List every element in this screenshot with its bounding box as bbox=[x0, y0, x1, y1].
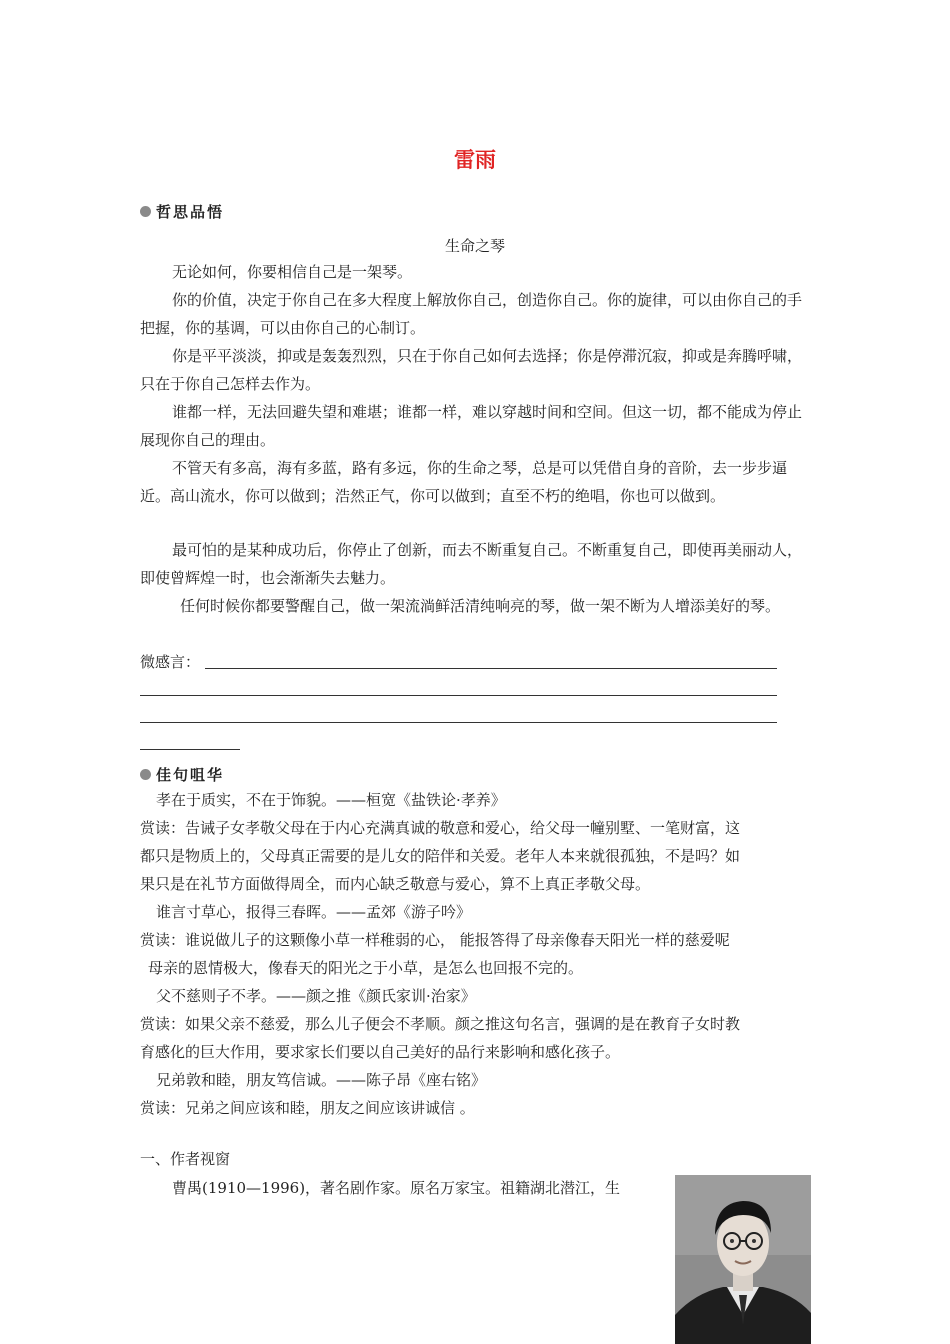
section-heading-quotes bbox=[140, 764, 224, 785]
quote: 谁言寸草心，报得三春晖。——孟郊《游子吟》 bbox=[156, 903, 472, 921]
essay-paragraph: 最可怕的是某种成功后，你停止了创新，而去不断重复自己。不断重复自己，即使再美丽动人，即使曾辉煌一时，也会渐渐失去魅力。 bbox=[140, 541, 803, 587]
commentary-line: 育感化的巨大作用，要求家长们要以自己美好的品行来影响和感化孩子。 bbox=[140, 1043, 621, 1061]
essay-paragraph: 你的价值，决定于你自己在多大程度上解放你自己，创造你自己。你的旋律，可以由你自己的手把握，你的基调，可以由你自己的心制订。 bbox=[140, 291, 803, 337]
essay-paragraph: 你是平平淡淡，抑或是轰轰烈烈，只在于你自己如何去选择；你是停滞沉寂，抑或是奔腾呼啸，只在于你自己怎样去作为。 bbox=[140, 347, 803, 393]
commentary-line: 赏读：兄弟之间应该和睦，朋友之间应该讲诚信 。 bbox=[140, 1099, 475, 1117]
quote: 兄弟敦和睦，朋友笃信诚。——陈子昂《座右铭》 bbox=[156, 1071, 487, 1089]
section-heading-text: 佳句咀华 bbox=[156, 766, 225, 784]
reflection-line bbox=[140, 695, 777, 696]
reflection-line bbox=[140, 722, 777, 723]
reflection-line bbox=[205, 668, 777, 669]
essay-paragraph: 无论如何，你要相信自己是一架琴。 bbox=[172, 263, 413, 281]
section-heading-reflection bbox=[140, 201, 224, 222]
reflection-label: 微感言： bbox=[140, 653, 201, 671]
author-portrait-photo bbox=[675, 1175, 811, 1344]
commentary-line: 果只是在礼节方面做得周全，而内心缺乏敬意与爱心，算不上真正孝敬父母。 bbox=[140, 875, 651, 893]
commentary-line: 赏读：如果父亲不慈爱，那么儿子便会不孝顺。颜之推这句名言，强调的是在教育子女时教 bbox=[140, 1015, 741, 1033]
essay-paragraph: 不管天有多高，海有多蓝，路有多远，你的生命之琴，总是可以凭借自身的音阶，去一步步逼近。高山流水，你可以做到；浩然正气，你可以做到；直至不朽的绝唱，你也可以做到。 bbox=[140, 459, 788, 505]
essay-paragraph: 谁都一样，无法回避失望和难堪；谁都一样，难以穿越时间和空间。但这一切，都不能成为停止展现你自己的理由。 bbox=[140, 403, 803, 449]
author-intro: 曹禺(1910—1996)，著名剧作家。原名万家宝。祖籍湖北潜江，生 bbox=[172, 1179, 621, 1197]
commentary-line: 赏读：告诫子女孝敬父母在于内心充满真诚的敬意和爱心，给父母一幢别墅、一笔财富，这 bbox=[140, 819, 741, 837]
quote: 孝在于质实，不在于饰貌。——桓宽《盐铁论·孝养》 bbox=[156, 791, 506, 809]
commentary-line: 赏读：谁说做儿子的这颗像小草一样稚弱的心， 能报答得了母亲像春天阳光一样的慈爱呢 bbox=[140, 931, 730, 949]
page-title: 雷雨 bbox=[454, 148, 496, 172]
author-section-heading: 一、作者视窗 bbox=[140, 1150, 231, 1168]
commentary-line: 母亲的恩情极大，像春天的阳光之于小草，是怎么也回报不完的。 bbox=[148, 959, 584, 977]
essay-paragraph: 任何时候你都要警醒自己，做一架流淌鲜活清纯响亮的琴，做一架不断为人增添美好的琴。 bbox=[180, 597, 781, 615]
section-heading-text: 哲思品悟 bbox=[156, 203, 225, 221]
bullet-icon bbox=[140, 206, 151, 217]
commentary-line: 都只是物质上的，父母真正需要的是儿女的陪伴和关爱。老年人本来就很孤独，不是吗？如 bbox=[140, 847, 741, 865]
quote: 父不慈则子不孝。——颜之推《颜氏家训·治家》 bbox=[156, 987, 476, 1005]
essay-title: 生命之琴 bbox=[444, 237, 505, 255]
reflection-line-short bbox=[140, 749, 240, 750]
bullet-icon bbox=[140, 769, 151, 780]
portrait-illustration bbox=[675, 1175, 811, 1344]
